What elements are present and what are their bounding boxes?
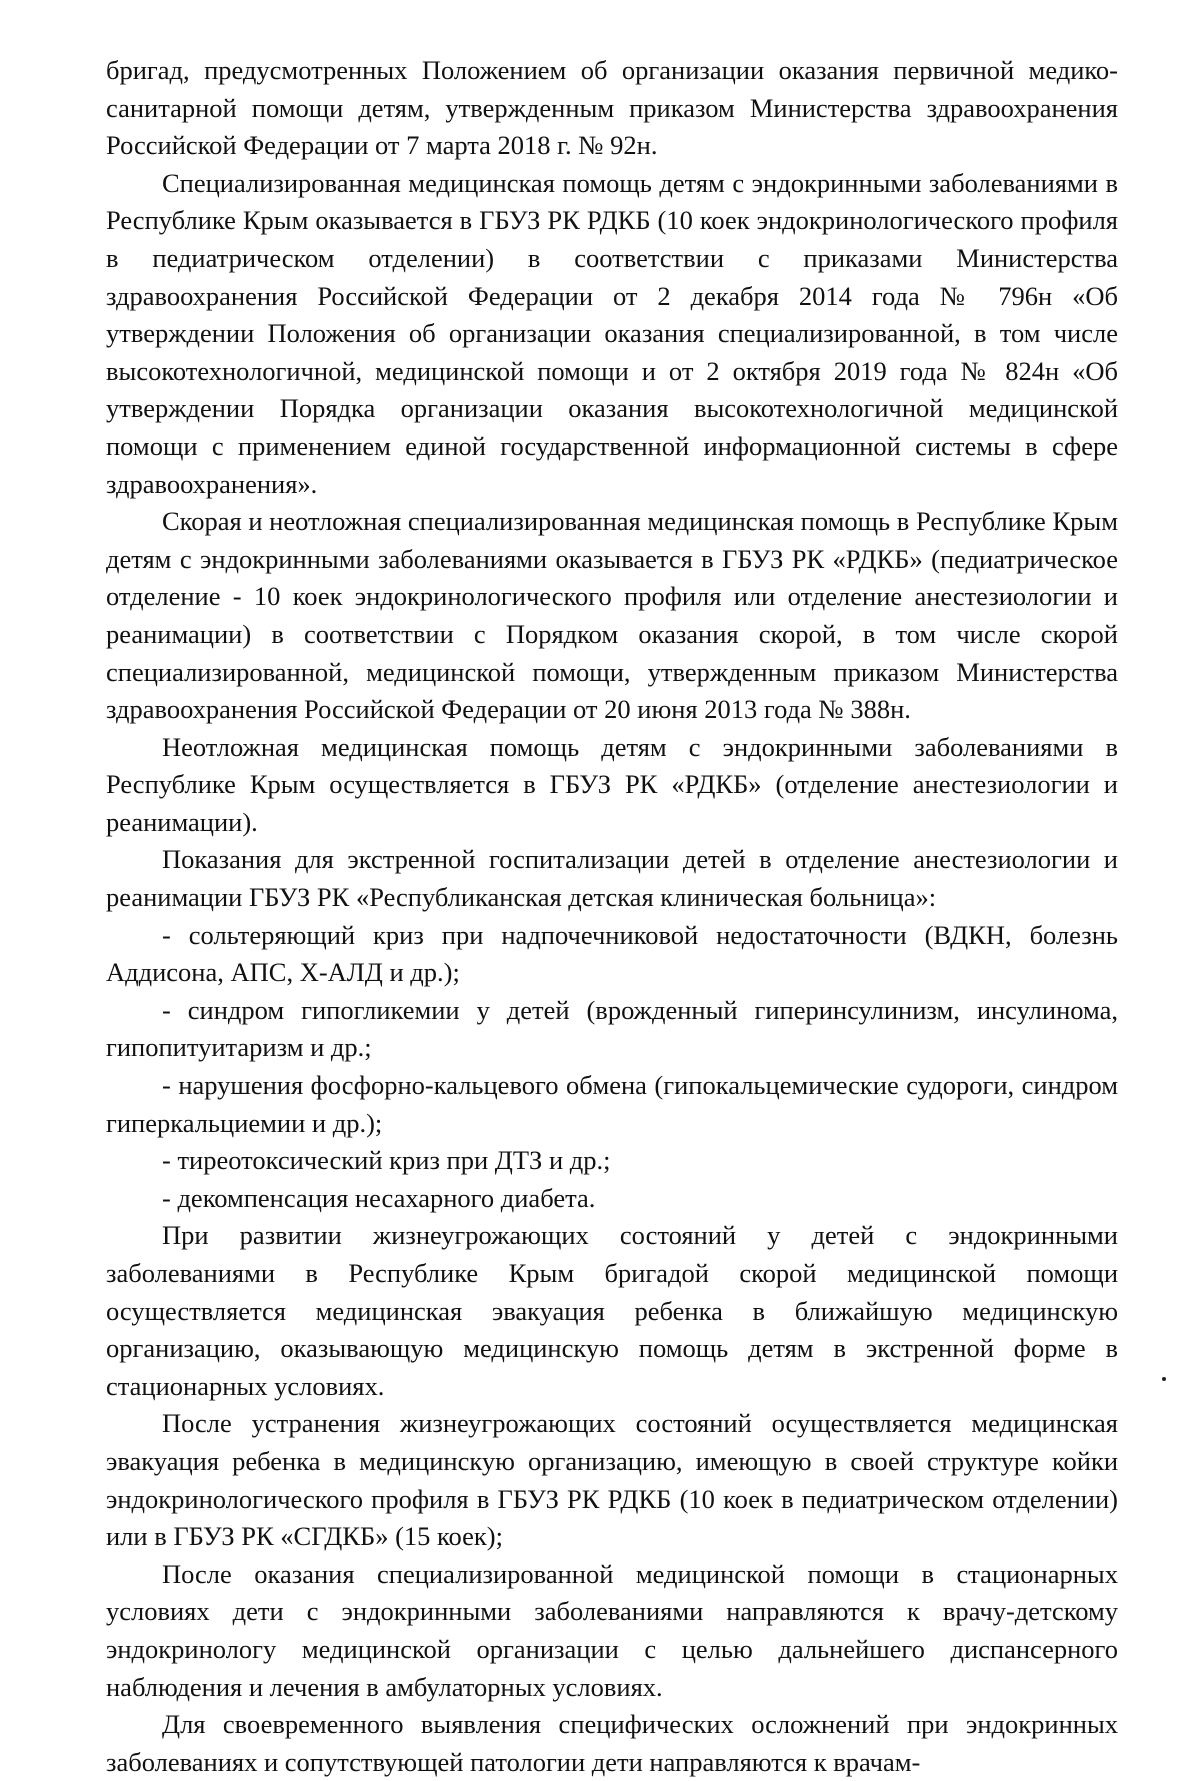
- scan-speck: [1162, 1377, 1166, 1381]
- list-item-salt-wasting-crisis: - сольтеряющий криз при надпочечниковой недостаточности (ВДКН, болезнь Аддисона, АПС, Х-АЛД и др.);: [106, 919, 1118, 988]
- paragraph-after-inpatient: После оказания специализированной медицинской помощи в стационарных условиях дети с эндокринными заболеваниями направляются к врачу-детскому эндокринологу медицинской организации с целью дальнейшего диспансерного наблюдения и лечения в амбулаторных условиях.: [106, 1558, 1118, 1702]
- paragraph-life-threatening: При развитии жизнеугрожающих состояний у детей с эндокринными заболеваниями в Республике Крым бригадой скорой медицинской помощи осуществляется медицинская эвакуация ребенка в ближайшую медицинскую организацию, оказывающую медицинскую помощь детям в экстренной форме в стационарных условиях.: [106, 1220, 1118, 1401]
- document-body: [106, 52, 1118, 1781]
- paragraph-continuation: бригад, предусмотренных Положением об организации оказания первичной медико-санитарной помощи детям, утвержденным приказом Министерства здравоохранения Российской Федерации от 7 марта 2018 г. № 92н.: [106, 55, 1118, 161]
- list-item-phosphorus-calcium: - нарушения фосфорно-кальцевого обмена (гипокальцемические судороги, синдром гиперкальциемии и др.);: [106, 1070, 1118, 1138]
- paragraph-complications: Для своевременного выявления специфических осложнений при эндокринных заболеваниях и сопутствующей патологии дети направляются к врачам-: [106, 1709, 1118, 1777]
- list-item-thyrotoxic-crisis: - тиреотоксический криз при ДТЗ и др.;: [162, 1145, 611, 1176]
- paragraph-after-stabilization: После устранения жизнеугрожающих состояний осуществляется медицинская эвакуация ребенка в медицинскую организацию, имеющую в своей структуре койки эндокринологического профиля в ГБУЗ РК РДКБ (10 коек в педиатрическом отделении) или в ГБУЗ РК «СГДКБ» (15 коек);: [106, 1408, 1118, 1552]
- paragraph-specialized-care: Специализированная медицинская помощь детям с эндокринными заболеваниями в Республике Крым оказывается в ГБУЗ РК РДКБ (10 коек эндокринологического профиля в педиатрическом отделении) в соответствии с приказами Министерства здравоохранения Российской Федерации от 2 декабря 2014 года № 796н «Об утверждении Положения об организации оказания специализированной, в том числе высокотехнологичной, медицинской помощи и от 2 октября 2019 года № 824н «Об утверждении Порядка организации оказания высокотехнологичной медицинской помощи с применением единой государственной информационной системы в сфере здравоохранения».: [106, 167, 1118, 499]
- paragraph-emergency-care: Скорая и неотложная специализированная медицинская помощь в Республике Крым детям с эндокринными заболеваниями оказывается в ГБУЗ РК «РДКБ» (педиатрическое отделение - 10 коек эндокринологического профиля или отделение анестезиологии и реанимации) в соответствии с Порядком оказания скорой, в том числе скорой специализированной, медицинской помощи, утвержденным приказом Министерства здравоохранения Российской Федерации от 20 июня 2013 года № 388н.: [106, 506, 1118, 725]
- list-item-diabetes-insipidus: - декомпенсация несахарного диабета.: [162, 1182, 596, 1213]
- paragraph-urgent-care: Неотложная медицинская помощь детям с эндокринными заболеваниями в Республике Крым осуществляется в ГБУЗ РК «РДКБ» (отделение анестезиологии и реанимации).: [106, 731, 1118, 837]
- list-item-hypoglycemia: - синдром гипогликемии у детей (врожденный гиперинсулинизм, инсулинома, гипопитуитаризм и др.;: [106, 994, 1118, 1063]
- paragraph-hospitalization-indications: Показания для экстренной госпитализации детей в отделение анестезиологии и реанимации ГБУЗ РК «Республиканская детская клиническая больница»:: [106, 844, 1118, 913]
